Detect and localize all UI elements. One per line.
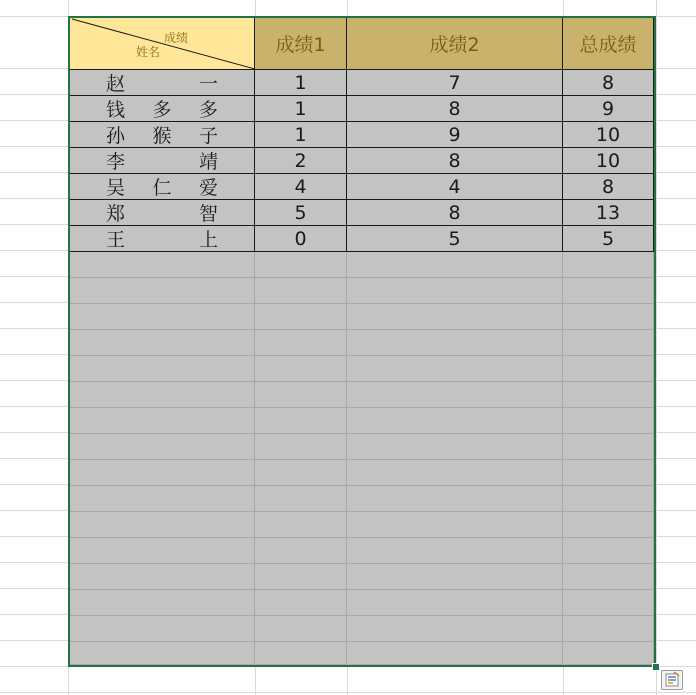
name-char: 一 (198, 73, 218, 95)
name-char: 仁 (152, 177, 172, 199)
empty-cell[interactable] (70, 252, 255, 278)
empty-cell[interactable] (563, 538, 654, 564)
name-char: 赵 (106, 73, 126, 95)
empty-cell[interactable] (347, 408, 563, 434)
empty-cell[interactable] (255, 642, 347, 665)
empty-cell[interactable] (347, 252, 563, 278)
empty-cell[interactable] (347, 564, 563, 590)
diagonal-divider-line (70, 18, 255, 70)
score2-cell[interactable] (347, 122, 563, 148)
name-char: 爱 (198, 177, 218, 199)
empty-cell[interactable] (255, 564, 347, 590)
empty-cell[interactable] (563, 642, 654, 665)
empty-cell[interactable] (347, 278, 563, 304)
name-char: 上 (198, 229, 218, 251)
empty-cell[interactable] (255, 460, 347, 486)
empty-cell[interactable] (563, 356, 654, 382)
name-text (106, 70, 218, 95)
empty-cell[interactable] (347, 512, 563, 538)
empty-cell[interactable] (70, 356, 255, 382)
empty-cell[interactable] (563, 408, 654, 434)
score1-value: 0 (294, 227, 307, 250)
empty-cell[interactable] (347, 616, 563, 642)
empty-cell[interactable] (70, 304, 255, 330)
empty-cell[interactable] (347, 590, 563, 616)
empty-cell[interactable] (255, 278, 347, 304)
empty-cell[interactable] (70, 538, 255, 564)
empty-cell[interactable] (255, 486, 347, 512)
empty-cell[interactable] (255, 538, 347, 564)
score2-cell[interactable] (347, 200, 563, 226)
name-cell[interactable] (70, 148, 255, 174)
name-text (106, 174, 218, 199)
empty-cell[interactable] (347, 330, 563, 356)
score2-value: 9 (448, 123, 461, 146)
empty-cell[interactable] (70, 642, 255, 665)
empty-cell[interactable] (255, 434, 347, 460)
score2-value: 8 (448, 97, 461, 120)
name-char: 智 (198, 203, 218, 225)
empty-cell[interactable] (255, 252, 347, 278)
diagonal-header-cell[interactable] (70, 18, 255, 70)
empty-cell[interactable] (70, 408, 255, 434)
name-char: 多 (198, 99, 218, 121)
score2-value: 8 (448, 149, 461, 172)
total-value: 13 (595, 201, 621, 224)
empty-cell[interactable] (563, 382, 654, 408)
empty-cell[interactable] (70, 590, 255, 616)
empty-cell[interactable] (563, 278, 654, 304)
header-cell-col3[interactable] (563, 18, 654, 70)
score1-value: 1 (294, 71, 307, 94)
empty-cell[interactable] (563, 512, 654, 538)
empty-cell[interactable] (563, 434, 654, 460)
total-value: 5 (601, 227, 615, 250)
score2-cell[interactable] (347, 226, 563, 252)
empty-cell[interactable] (255, 356, 347, 382)
score1-cell[interactable] (255, 200, 347, 226)
name-char: 王 (106, 229, 126, 251)
score1-value: 4 (294, 175, 307, 198)
name-text (106, 200, 218, 225)
name-cell[interactable] (70, 200, 255, 226)
empty-cell[interactable] (347, 486, 563, 512)
score1-value: 2 (294, 149, 307, 172)
selected-table-range[interactable] (68, 16, 656, 667)
empty-cell[interactable] (563, 590, 654, 616)
gridline-vertical (656, 0, 657, 695)
header-cell-col1[interactable] (255, 18, 347, 70)
score1-cell[interactable] (255, 122, 347, 148)
empty-cell[interactable] (255, 616, 347, 642)
empty-cell[interactable] (70, 278, 255, 304)
total-cell[interactable] (563, 122, 654, 148)
name-char: 靖 (198, 151, 218, 173)
score2-value: 7 (448, 71, 461, 94)
name-text (106, 122, 218, 147)
empty-cell[interactable] (563, 564, 654, 590)
score2-cell[interactable] (347, 148, 563, 174)
quick-analysis-button[interactable] (661, 670, 683, 690)
total-cell[interactable] (563, 70, 654, 96)
header-label: 成绩2 (429, 34, 480, 56)
empty-cell[interactable] (347, 356, 563, 382)
total-value: 9 (601, 97, 615, 120)
total-cell[interactable] (563, 148, 654, 174)
name-cell[interactable] (70, 174, 255, 200)
total-value: 10 (595, 123, 621, 146)
empty-cell[interactable] (347, 434, 563, 460)
total-cell[interactable] (563, 174, 654, 200)
name-char: 猴 (152, 125, 172, 147)
header-cell-col2[interactable] (347, 18, 563, 70)
empty-cell[interactable] (70, 512, 255, 538)
total-cell[interactable] (563, 96, 654, 122)
empty-cell[interactable] (70, 616, 255, 642)
name-char: 李 (106, 151, 126, 173)
name-cell[interactable] (70, 96, 255, 122)
name-char: 吴 (106, 177, 126, 199)
empty-cell[interactable] (70, 434, 255, 460)
score1-value: 1 (294, 123, 307, 146)
header-diag-bottom-label: 姓名 (136, 45, 161, 59)
total-value: 8 (601, 71, 615, 94)
empty-cell[interactable] (70, 486, 255, 512)
total-value: 10 (595, 149, 621, 172)
empty-cell[interactable] (347, 642, 563, 665)
name-cell[interactable] (70, 226, 255, 252)
header-label: 总成绩 (579, 34, 637, 56)
empty-cell[interactable] (347, 460, 563, 486)
score1-value: 5 (294, 201, 307, 224)
score2-value: 4 (448, 175, 461, 198)
name-text (106, 148, 218, 173)
score2-cell[interactable] (347, 96, 563, 122)
empty-cell[interactable] (255, 330, 347, 356)
empty-cell[interactable] (563, 252, 654, 278)
empty-cell[interactable] (563, 460, 654, 486)
empty-cell[interactable] (70, 564, 255, 590)
header-diag-top-label: 成绩 (164, 31, 189, 45)
empty-cell[interactable] (563, 330, 654, 356)
score2-cell[interactable] (347, 174, 563, 200)
name-text (106, 226, 218, 251)
name-char: 钱 (106, 99, 126, 121)
name-char: 子 (198, 125, 218, 147)
total-cell[interactable] (563, 226, 654, 252)
empty-cell[interactable] (563, 304, 654, 330)
score1-cell[interactable] (255, 70, 347, 96)
empty-cell[interactable] (563, 486, 654, 512)
name-cell[interactable] (70, 70, 255, 96)
empty-cell[interactable] (347, 538, 563, 564)
total-value: 8 (601, 175, 615, 198)
quick-analysis-icon (662, 671, 682, 689)
fill-handle[interactable] (652, 663, 660, 671)
empty-cell[interactable] (70, 460, 255, 486)
score2-value: 8 (448, 201, 461, 224)
empty-cell[interactable] (255, 512, 347, 538)
empty-cell[interactable] (255, 304, 347, 330)
score1-cell[interactable] (255, 174, 347, 200)
name-char: 孙 (106, 125, 126, 147)
name-char: 多 (152, 99, 172, 121)
empty-cell[interactable] (347, 382, 563, 408)
score2-value: 5 (448, 227, 461, 250)
empty-cell[interactable] (70, 330, 255, 356)
name-char: 郑 (106, 203, 126, 225)
gridline-horizontal (0, 692, 696, 693)
empty-cell[interactable] (70, 382, 255, 408)
total-cell[interactable] (563, 200, 654, 226)
empty-cell[interactable] (255, 590, 347, 616)
empty-cell[interactable] (255, 408, 347, 434)
name-text (106, 96, 218, 121)
score2-cell[interactable] (347, 70, 563, 96)
empty-cell[interactable] (347, 304, 563, 330)
name-cell[interactable] (70, 122, 255, 148)
score1-cell[interactable] (255, 148, 347, 174)
empty-cell[interactable] (563, 616, 654, 642)
header-label: 成绩1 (275, 34, 326, 56)
score1-value: 1 (294, 97, 307, 120)
score1-cell[interactable] (255, 226, 347, 252)
empty-cell[interactable] (255, 382, 347, 408)
score1-cell[interactable] (255, 96, 347, 122)
